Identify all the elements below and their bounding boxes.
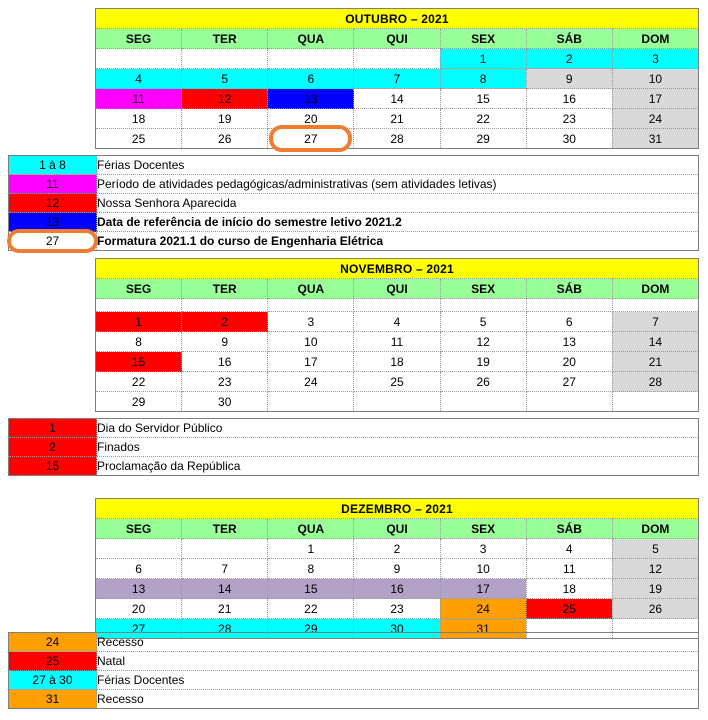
day-cell: 30: [354, 619, 440, 639]
day-cell: 25: [526, 599, 612, 619]
legend-description: Férias Docentes: [97, 156, 699, 175]
day-cell: 11: [96, 89, 182, 109]
legend-table: [8, 418, 699, 476]
week-row: [96, 299, 699, 312]
day-cell: 20: [268, 109, 354, 129]
day-cell: 2: [354, 539, 440, 559]
week-row: [96, 392, 699, 412]
day-cell: 21: [612, 352, 698, 372]
day-cell: 10: [440, 559, 526, 579]
day-cell: [612, 392, 698, 412]
legend-swatch: 11: [9, 175, 97, 194]
weekday-row: [96, 29, 699, 49]
weekday-header: SÁB: [526, 29, 612, 49]
day-cell: 5: [440, 312, 526, 332]
legend-row: [9, 438, 699, 457]
legend-swatch: 25: [9, 652, 97, 671]
weekday-header: TER: [182, 519, 268, 539]
legend-description: Natal: [97, 652, 699, 671]
day-cell: 29: [96, 392, 182, 412]
legend-description: Formatura 2021.1 do curso de Engenharia Elétrica: [97, 232, 699, 251]
legend-swatch: 31: [9, 690, 97, 709]
day-cell: [182, 539, 268, 559]
title-row: [96, 259, 699, 279]
weekday-header: SEG: [96, 29, 182, 49]
week-row: [96, 372, 699, 392]
weekday-row: [96, 519, 699, 539]
week-row: [96, 599, 699, 619]
day-cell: 31: [440, 619, 526, 639]
day-cell: [268, 49, 354, 69]
calendar-november: [95, 258, 699, 412]
day-cell: 7: [354, 69, 440, 89]
week-row: [96, 559, 699, 579]
day-cell: 24: [440, 599, 526, 619]
day-cell: 13: [268, 89, 354, 109]
weekday-header: TER: [182, 279, 268, 299]
legend-row: [9, 156, 699, 175]
day-cell: 15: [96, 352, 182, 372]
day-cell: 29: [440, 129, 526, 149]
day-cell: [96, 299, 182, 312]
day-cell: 6: [96, 559, 182, 579]
day-cell: 17: [440, 579, 526, 599]
week-row: [96, 129, 699, 149]
day-cell: 23: [182, 372, 268, 392]
day-cell: 9: [526, 69, 612, 89]
day-cell: 19: [182, 109, 268, 129]
day-cell: 23: [354, 599, 440, 619]
legend-description: Finados: [97, 438, 699, 457]
day-cell: 4: [354, 312, 440, 332]
day-cell: [96, 49, 182, 69]
day-cell: 29: [268, 619, 354, 639]
week-row: [96, 109, 699, 129]
weekday-header: QUI: [354, 519, 440, 539]
legend-row: [9, 419, 699, 438]
day-cell-highlighted: 27: [268, 129, 354, 149]
day-cell: 3: [612, 49, 698, 69]
legend-description: Recesso: [97, 690, 699, 709]
day-cell: 21: [354, 109, 440, 129]
day-cell: [526, 392, 612, 412]
week-row: [96, 539, 699, 559]
day-cell: 14: [612, 332, 698, 352]
weekday-header: SEG: [96, 279, 182, 299]
weekday-header: TER: [182, 29, 268, 49]
weekday-header: QUA: [268, 519, 354, 539]
day-cell: 3: [268, 312, 354, 332]
month-title: OUTUBRO – 2021: [96, 9, 699, 29]
day-cell: 20: [526, 352, 612, 372]
legend-description: Proclamação da República: [97, 457, 699, 476]
week-row: [96, 49, 699, 69]
legend-description: Recesso: [97, 633, 699, 652]
day-cell: 9: [354, 559, 440, 579]
day-cell: 13: [96, 579, 182, 599]
day-cell: 18: [96, 109, 182, 129]
legend-swatch: 12: [9, 194, 97, 213]
weekday-header: QUI: [354, 29, 440, 49]
day-cell: 22: [440, 109, 526, 129]
title-row: [96, 499, 699, 519]
day-cell: 15: [268, 579, 354, 599]
day-cell: 26: [182, 129, 268, 149]
legend-description: Nossa Senhora Aparecida: [97, 194, 699, 213]
day-cell: 28: [354, 129, 440, 149]
weekday-header: DOM: [612, 29, 698, 49]
day-cell: 31: [612, 129, 698, 149]
day-cell: 2: [182, 312, 268, 332]
day-cell: 14: [354, 89, 440, 109]
day-cell: [268, 392, 354, 412]
day-cell: [354, 49, 440, 69]
week-row: [96, 69, 699, 89]
legend-swatch: 27: [9, 232, 97, 251]
day-cell: 1: [96, 312, 182, 332]
legend-description: Férias Docentes: [97, 671, 699, 690]
legend-table: [8, 632, 699, 709]
day-cell: 8: [268, 559, 354, 579]
day-cell: 12: [612, 559, 698, 579]
month-table: [95, 8, 699, 149]
day-cell: [440, 392, 526, 412]
legend-row: [9, 652, 699, 671]
week-row: [96, 89, 699, 109]
day-cell: [612, 299, 698, 312]
legend-row: [9, 194, 699, 213]
legend-row: [9, 232, 699, 251]
day-cell: 26: [440, 372, 526, 392]
legend-description: Dia do Servidor Público: [97, 419, 699, 438]
day-cell: 22: [268, 599, 354, 619]
day-cell: 9: [182, 332, 268, 352]
day-cell: 1: [268, 539, 354, 559]
day-cell: 12: [440, 332, 526, 352]
legend-swatch: 15: [9, 457, 97, 476]
day-cell: [526, 299, 612, 312]
day-cell: 17: [268, 352, 354, 372]
day-cell: 25: [96, 129, 182, 149]
day-cell: 20: [96, 599, 182, 619]
weekday-header: QUA: [268, 279, 354, 299]
weekday-header: QUA: [268, 29, 354, 49]
day-cell: 24: [268, 372, 354, 392]
day-cell: 27: [526, 372, 612, 392]
legend-swatch: 2: [9, 438, 97, 457]
day-cell: 11: [354, 332, 440, 352]
day-cell: 6: [268, 69, 354, 89]
legend-november: [8, 418, 699, 476]
legend-swatch: 24: [9, 633, 97, 652]
day-cell: 22: [96, 372, 182, 392]
legend-row: [9, 690, 699, 709]
day-cell: 13: [526, 332, 612, 352]
weekday-header: SÁB: [526, 279, 612, 299]
week-row: [96, 579, 699, 599]
day-cell: [354, 392, 440, 412]
legend-description: Data de referência de início do semestre letivo 2021.2: [97, 213, 699, 232]
day-cell: 10: [268, 332, 354, 352]
day-cell: 23: [526, 109, 612, 129]
day-cell: 5: [612, 539, 698, 559]
day-cell: 25: [354, 372, 440, 392]
day-cell: 14: [182, 579, 268, 599]
day-cell: 16: [354, 579, 440, 599]
legend-row: [9, 213, 699, 232]
day-cell: 21: [182, 599, 268, 619]
day-cell: 6: [526, 312, 612, 332]
legend-swatch: 27 à 30: [9, 671, 97, 690]
month-table: [95, 258, 699, 412]
weekday-row: [96, 279, 699, 299]
day-cell: 5: [182, 69, 268, 89]
day-cell: 26: [612, 599, 698, 619]
day-cell: 17: [612, 89, 698, 109]
day-cell: 27: [96, 619, 182, 639]
legend-december: [8, 632, 699, 709]
day-cell: 24: [612, 109, 698, 129]
legend-swatch: 13: [9, 213, 97, 232]
week-row: [96, 352, 699, 372]
day-cell: 16: [526, 89, 612, 109]
day-cell: 19: [440, 352, 526, 372]
month-title: NOVEMBRO – 2021: [96, 259, 699, 279]
day-cell: 18: [354, 352, 440, 372]
day-cell: 28: [182, 619, 268, 639]
day-cell: 8: [96, 332, 182, 352]
day-cell: 18: [526, 579, 612, 599]
legend-october: [8, 155, 699, 251]
legend-table: [8, 155, 699, 251]
legend-row: [9, 457, 699, 476]
day-cell: 30: [526, 129, 612, 149]
legend-row: [9, 633, 699, 652]
day-cell: 3: [440, 539, 526, 559]
day-cell: [268, 299, 354, 312]
day-cell: 2: [526, 49, 612, 69]
day-cell: 16: [182, 352, 268, 372]
legend-swatch: 1: [9, 419, 97, 438]
day-cell: 1: [440, 49, 526, 69]
week-row: [96, 332, 699, 352]
calendar-december: [95, 498, 699, 639]
week-row: [96, 312, 699, 332]
day-cell: 30: [182, 392, 268, 412]
day-cell: 8: [440, 69, 526, 89]
weekday-header: QUI: [354, 279, 440, 299]
day-cell: 4: [96, 69, 182, 89]
weekday-header: SEG: [96, 519, 182, 539]
day-cell: 15: [440, 89, 526, 109]
day-cell: [96, 539, 182, 559]
day-cell: 4: [526, 539, 612, 559]
legend-row: [9, 671, 699, 690]
day-cell: 7: [182, 559, 268, 579]
weekday-header: SÁB: [526, 519, 612, 539]
title-row: [96, 9, 699, 29]
legend-swatch: 1 à 8: [9, 156, 97, 175]
day-cell: [440, 299, 526, 312]
day-cell: 12: [182, 89, 268, 109]
legend-description: Período de atividades pedagógicas/administrativas (sem atividades letivas): [97, 175, 699, 194]
day-cell: 28: [612, 372, 698, 392]
weekday-header: SEX: [440, 29, 526, 49]
day-cell: [182, 299, 268, 312]
month-title: DEZEMBRO – 2021: [96, 499, 699, 519]
day-cell: [182, 49, 268, 69]
weekday-header: DOM: [612, 519, 698, 539]
weekday-header: DOM: [612, 279, 698, 299]
month-table: [95, 498, 699, 639]
weekday-header: SEX: [440, 519, 526, 539]
day-cell: 11: [526, 559, 612, 579]
calendar-october: [95, 8, 699, 149]
legend-row: [9, 175, 699, 194]
day-cell: [354, 299, 440, 312]
weekday-header: SEX: [440, 279, 526, 299]
day-cell: 7: [612, 312, 698, 332]
day-cell: 19: [612, 579, 698, 599]
day-cell: 10: [612, 69, 698, 89]
